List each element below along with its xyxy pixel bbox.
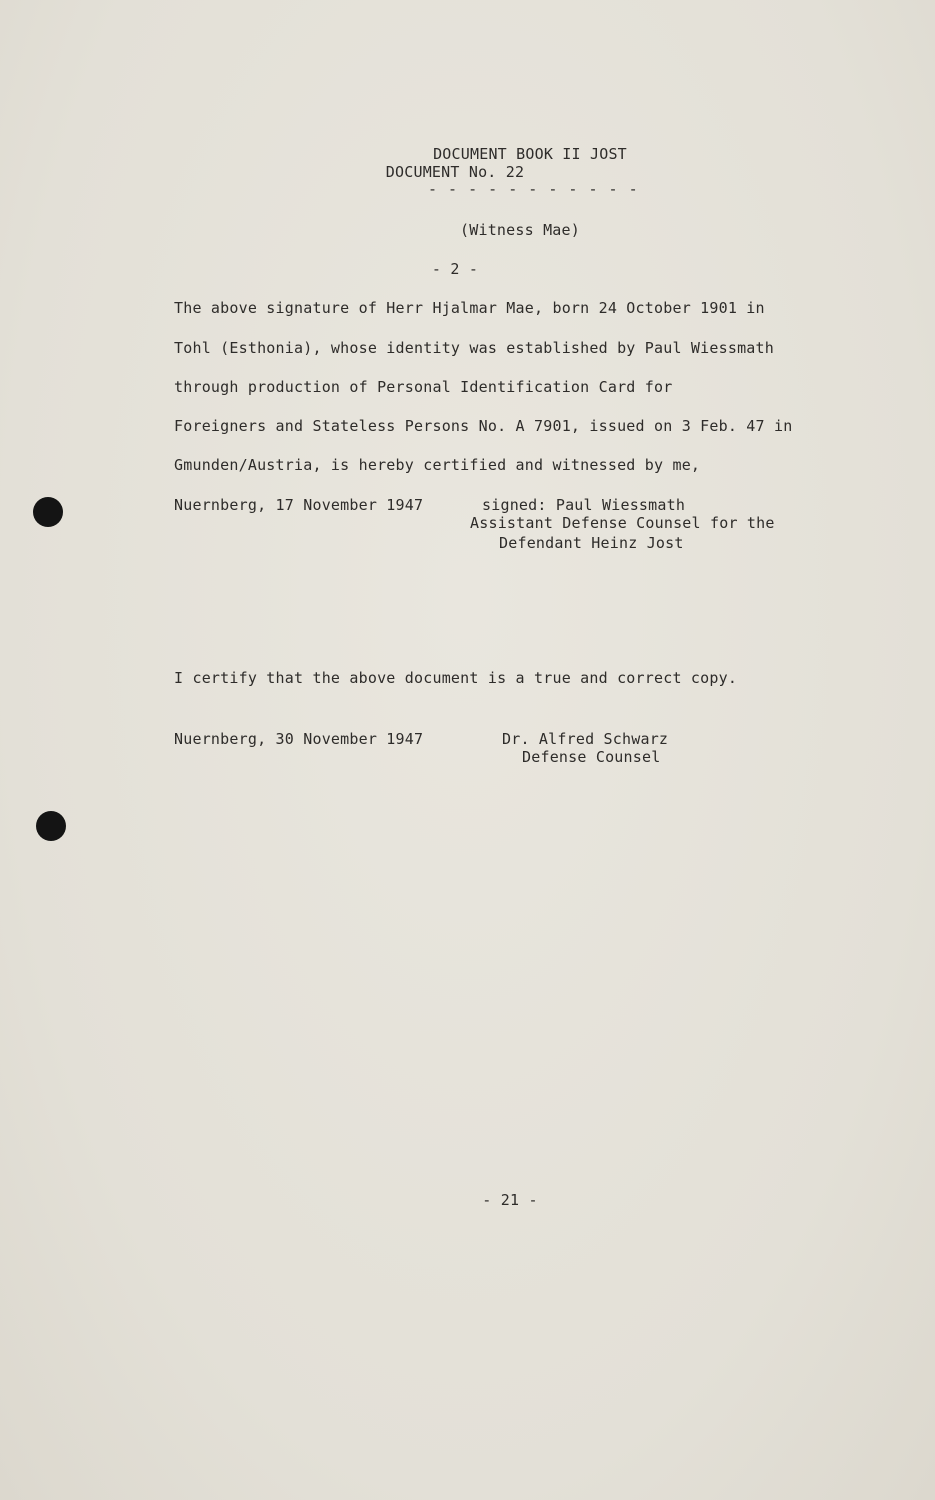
body-line: The above signature of Herr Hjalmar Mae, born 24 October 1901 in	[174, 299, 765, 317]
body-line: through production of Personal Identification Card for	[174, 378, 673, 396]
signed-by: signed: Paul Wiessmath	[482, 496, 686, 514]
certification-statement: I certify that the above document is a true and correct copy.	[174, 669, 738, 687]
certifier-name: Dr. Alfred Schwarz	[502, 730, 669, 748]
punch-hole	[36, 811, 66, 841]
signer-title-1: Assistant Defense Counsel for the	[470, 514, 775, 532]
document-number: DOCUMENT No. 22	[385, 163, 525, 181]
header-rule: - - - - - - - - - - -	[428, 180, 639, 198]
certifier-title: Defense Counsel	[522, 748, 661, 766]
place-date-1: Nuernberg, 17 November 1947	[174, 496, 424, 514]
witness-label: (Witness Mae)	[460, 221, 580, 239]
body-line: Tohl (Esthonia), whose identity was established by Paul Wiessmath	[174, 339, 774, 357]
footer-page-number: - 21 -	[482, 1191, 538, 1209]
document-book-title: DOCUMENT BOOK II JOST	[433, 145, 627, 163]
place-date-2: Nuernberg, 30 November 1947	[174, 730, 424, 748]
body-line: Gmunden/Austria, is hereby certified and witnessed by me,	[174, 456, 701, 474]
body-line: Foreigners and Stateless Persons No. A 7901, issued on 3 Feb. 47 in	[174, 417, 793, 435]
punch-hole	[33, 497, 63, 527]
signer-title-2: Defendant Heinz Jost	[499, 534, 684, 552]
page-marker: - 2 -	[431, 260, 479, 278]
